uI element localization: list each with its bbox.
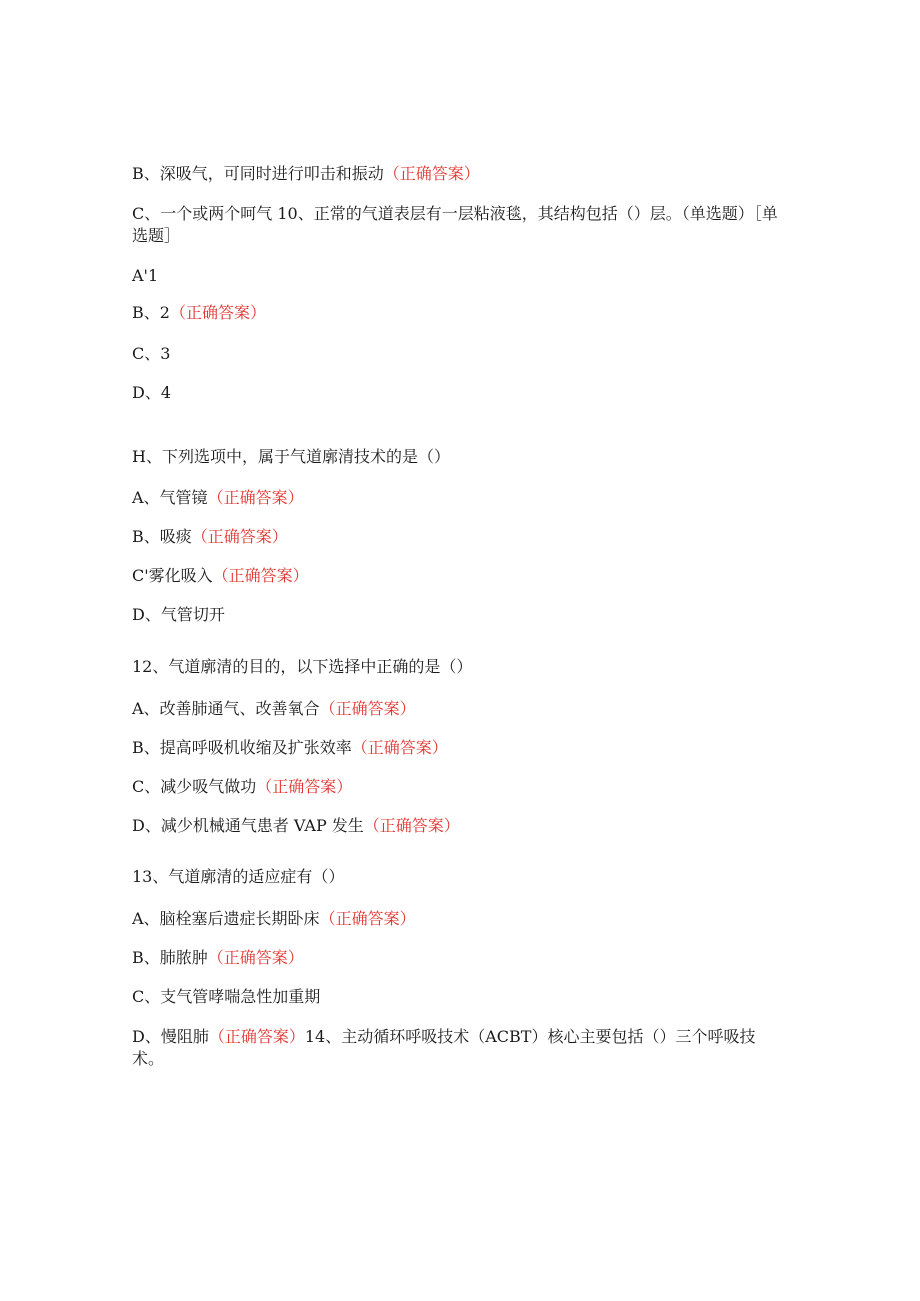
option-text: D、气管切开 <box>132 605 225 624</box>
q11-option-b <box>132 526 782 548</box>
option-text: D、减少机械通气患者 VAP 发生 <box>132 816 364 835</box>
option-text: A'1 <box>132 266 159 285</box>
correct-answer-mark: （正确答案） <box>207 488 304 507</box>
option-text: C、减少吸气做功 <box>132 777 257 796</box>
option-c-huff-and-question-10 <box>132 203 782 247</box>
q12-option-c <box>132 776 782 798</box>
question-text: 13、气道廓清的适应症有（） <box>132 867 345 886</box>
option-text: C'雾化吸入 <box>132 566 213 585</box>
option-text: B、肺脓肿 <box>132 948 208 967</box>
q10-option-b <box>132 302 782 324</box>
option-text: C、支气管哮喘急性加重期 <box>132 987 321 1006</box>
correct-answer-mark: （正确答案） <box>383 164 480 183</box>
option-text: D、慢阻肺 <box>132 1027 209 1046</box>
correct-answer-mark: （正确答案） <box>191 527 288 546</box>
q13-option-b <box>132 947 782 969</box>
q13-option-d-and-question-14 <box>132 1026 782 1070</box>
q12-option-d <box>132 815 782 837</box>
correct-answer-mark: （正确答案） <box>363 816 460 835</box>
q11-option-c <box>132 565 782 587</box>
correct-answer-mark: （正确答案） <box>351 738 448 757</box>
option-text: A、改善肺通气、改善氧合 <box>132 699 320 718</box>
correct-answer-mark: （正确答案） <box>169 303 266 322</box>
q13-option-c <box>132 986 782 1008</box>
question-14-text: 14、主动循环呼吸技术（ACBT）核心主要包括（）三个呼吸技术。 <box>132 1027 756 1068</box>
option-text: B、吸痰 <box>132 527 192 546</box>
q10-option-c <box>132 343 782 365</box>
option-text: B、深吸气，可同时进行叩击和振动 <box>132 164 384 183</box>
question-13-title <box>132 866 782 888</box>
q10-option-a <box>132 265 782 287</box>
option-text: B、2 <box>132 303 170 322</box>
q12-option-b <box>132 737 782 759</box>
question-12-title <box>132 656 782 678</box>
option-text: B、提高呼吸机收缩及扩张效率 <box>132 738 352 757</box>
option-text: C、3 <box>132 344 171 363</box>
correct-answer-mark: （正确答案） <box>256 777 353 796</box>
question-11-title <box>132 446 782 468</box>
correct-answer-mark: （正确答案） <box>319 699 416 718</box>
q11-option-d <box>132 604 782 626</box>
question-text: 12、气道廓清的目的，以下选择中正确的是（） <box>132 657 473 676</box>
q10-option-d <box>132 382 782 404</box>
q13-option-a <box>132 908 782 930</box>
q11-option-a <box>132 487 782 509</box>
correct-answer-mark: （正确答案） <box>212 566 309 585</box>
correct-answer-mark: （正确答案） <box>207 948 304 967</box>
option-text: A、气管镜 <box>132 488 208 507</box>
correct-answer-mark: （正确答案） <box>319 909 416 928</box>
question-text: H、下列选项中，属于气道廓清技术的是（） <box>132 447 450 466</box>
option-text: C、一个或两个呵气 10、正常的气道表层有一层粘液毯，其结构包括（）层。（单选题）［单选题］ <box>132 204 778 245</box>
correct-answer-mark: （正确答案） <box>208 1027 305 1046</box>
option-b-deep-breath <box>132 163 782 185</box>
q12-option-a <box>132 698 782 720</box>
option-text: A、脑栓塞后遗症长期卧床 <box>132 909 320 928</box>
option-text: D、4 <box>132 383 172 402</box>
